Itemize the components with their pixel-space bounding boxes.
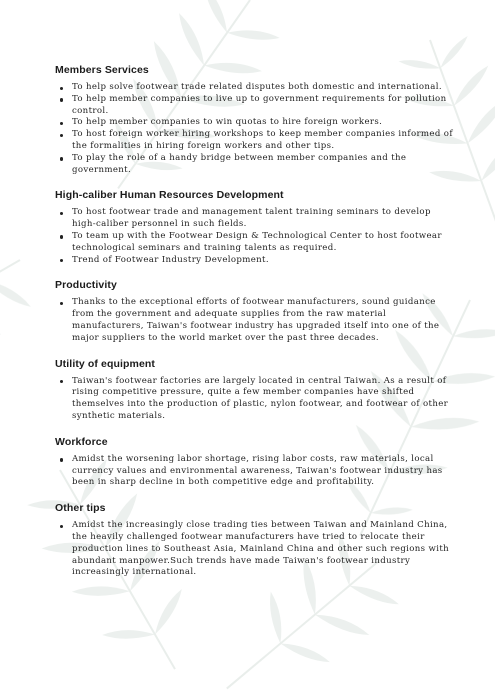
section-heading: High-caliber Human Resources Development	[55, 189, 284, 202]
list-item: To help member companies to win quotas to hire foreign workers.	[55, 117, 455, 129]
list-item: Thanks to the exceptional efforts of footwear manufacturers, sound guidance from the government and adequate supplies from the raw material manufacturers, Taiwan's footwear industry has upgraded itself into one of the major suppliers to the world market over the past three decades.	[55, 297, 455, 344]
section-productivity	[55, 279, 455, 344]
list-item: To help solve footwear trade related disputes both domestic and international.	[55, 82, 455, 94]
section-heading: Workforce	[55, 435, 108, 448]
list-item: To host foreign worker hiring workshops to keep member companies informed of the formalities in hiring foreign workers and other tips.	[55, 129, 455, 153]
section-utility-of-equipment	[55, 358, 455, 423]
section-heading: Productivity	[55, 279, 117, 292]
section-workforce	[55, 436, 455, 489]
list-item: Amidst the increasingly close trading ties between Taiwan and Mainland China, the heavily challenged footwear manufacturers have tried to relocate their production lines to Southeast Asia, Mainland China and other such regions with abundant manpower.Such trends have made Taiwan's footwear industry increasingly international.	[55, 520, 455, 579]
section-heading: Members Services	[55, 64, 149, 76]
list-item: To help member companies to live up to government requirements for pollution control.	[55, 94, 455, 118]
list-item: To team up with the Footwear Design & Technological Center to host footwear technological seminars and training talents as required.	[55, 231, 455, 255]
section-heading: Utility of equipment	[55, 357, 155, 370]
list-item: Taiwan's footwear factories are largely located in central Taiwan. As a result of rising competitive pressure, quite a few member companies have shifted themselves into the production of plastic, nylon footwear, and footwear of other synthetic materials.	[55, 376, 455, 423]
bullet-list	[55, 520, 455, 579]
bullet-list	[55, 82, 455, 176]
list-item: To host footwear trade and management talent training seminars to develop high-caliber personnel in such fields.	[55, 207, 455, 231]
section-other-tips	[55, 502, 455, 579]
section-members-services	[55, 64, 455, 176]
section-human-resources	[55, 189, 455, 266]
section-heading: Other tips	[55, 502, 106, 515]
list-item: To play the role of a handy bridge between member companies and the government.	[55, 153, 455, 177]
bullet-list	[55, 454, 455, 489]
list-item: Trend of Footwear Industry Development.	[55, 255, 455, 267]
bullet-list	[55, 297, 455, 344]
list-item: Amidst the worsening labor shortage, rising labor costs, raw materials, local currency values and environmental awareness, Taiwan's footwear industry has been in sharp decline in both competitive edge and profitability.	[55, 454, 455, 489]
bullet-list	[55, 376, 455, 423]
bullet-list	[55, 207, 455, 266]
